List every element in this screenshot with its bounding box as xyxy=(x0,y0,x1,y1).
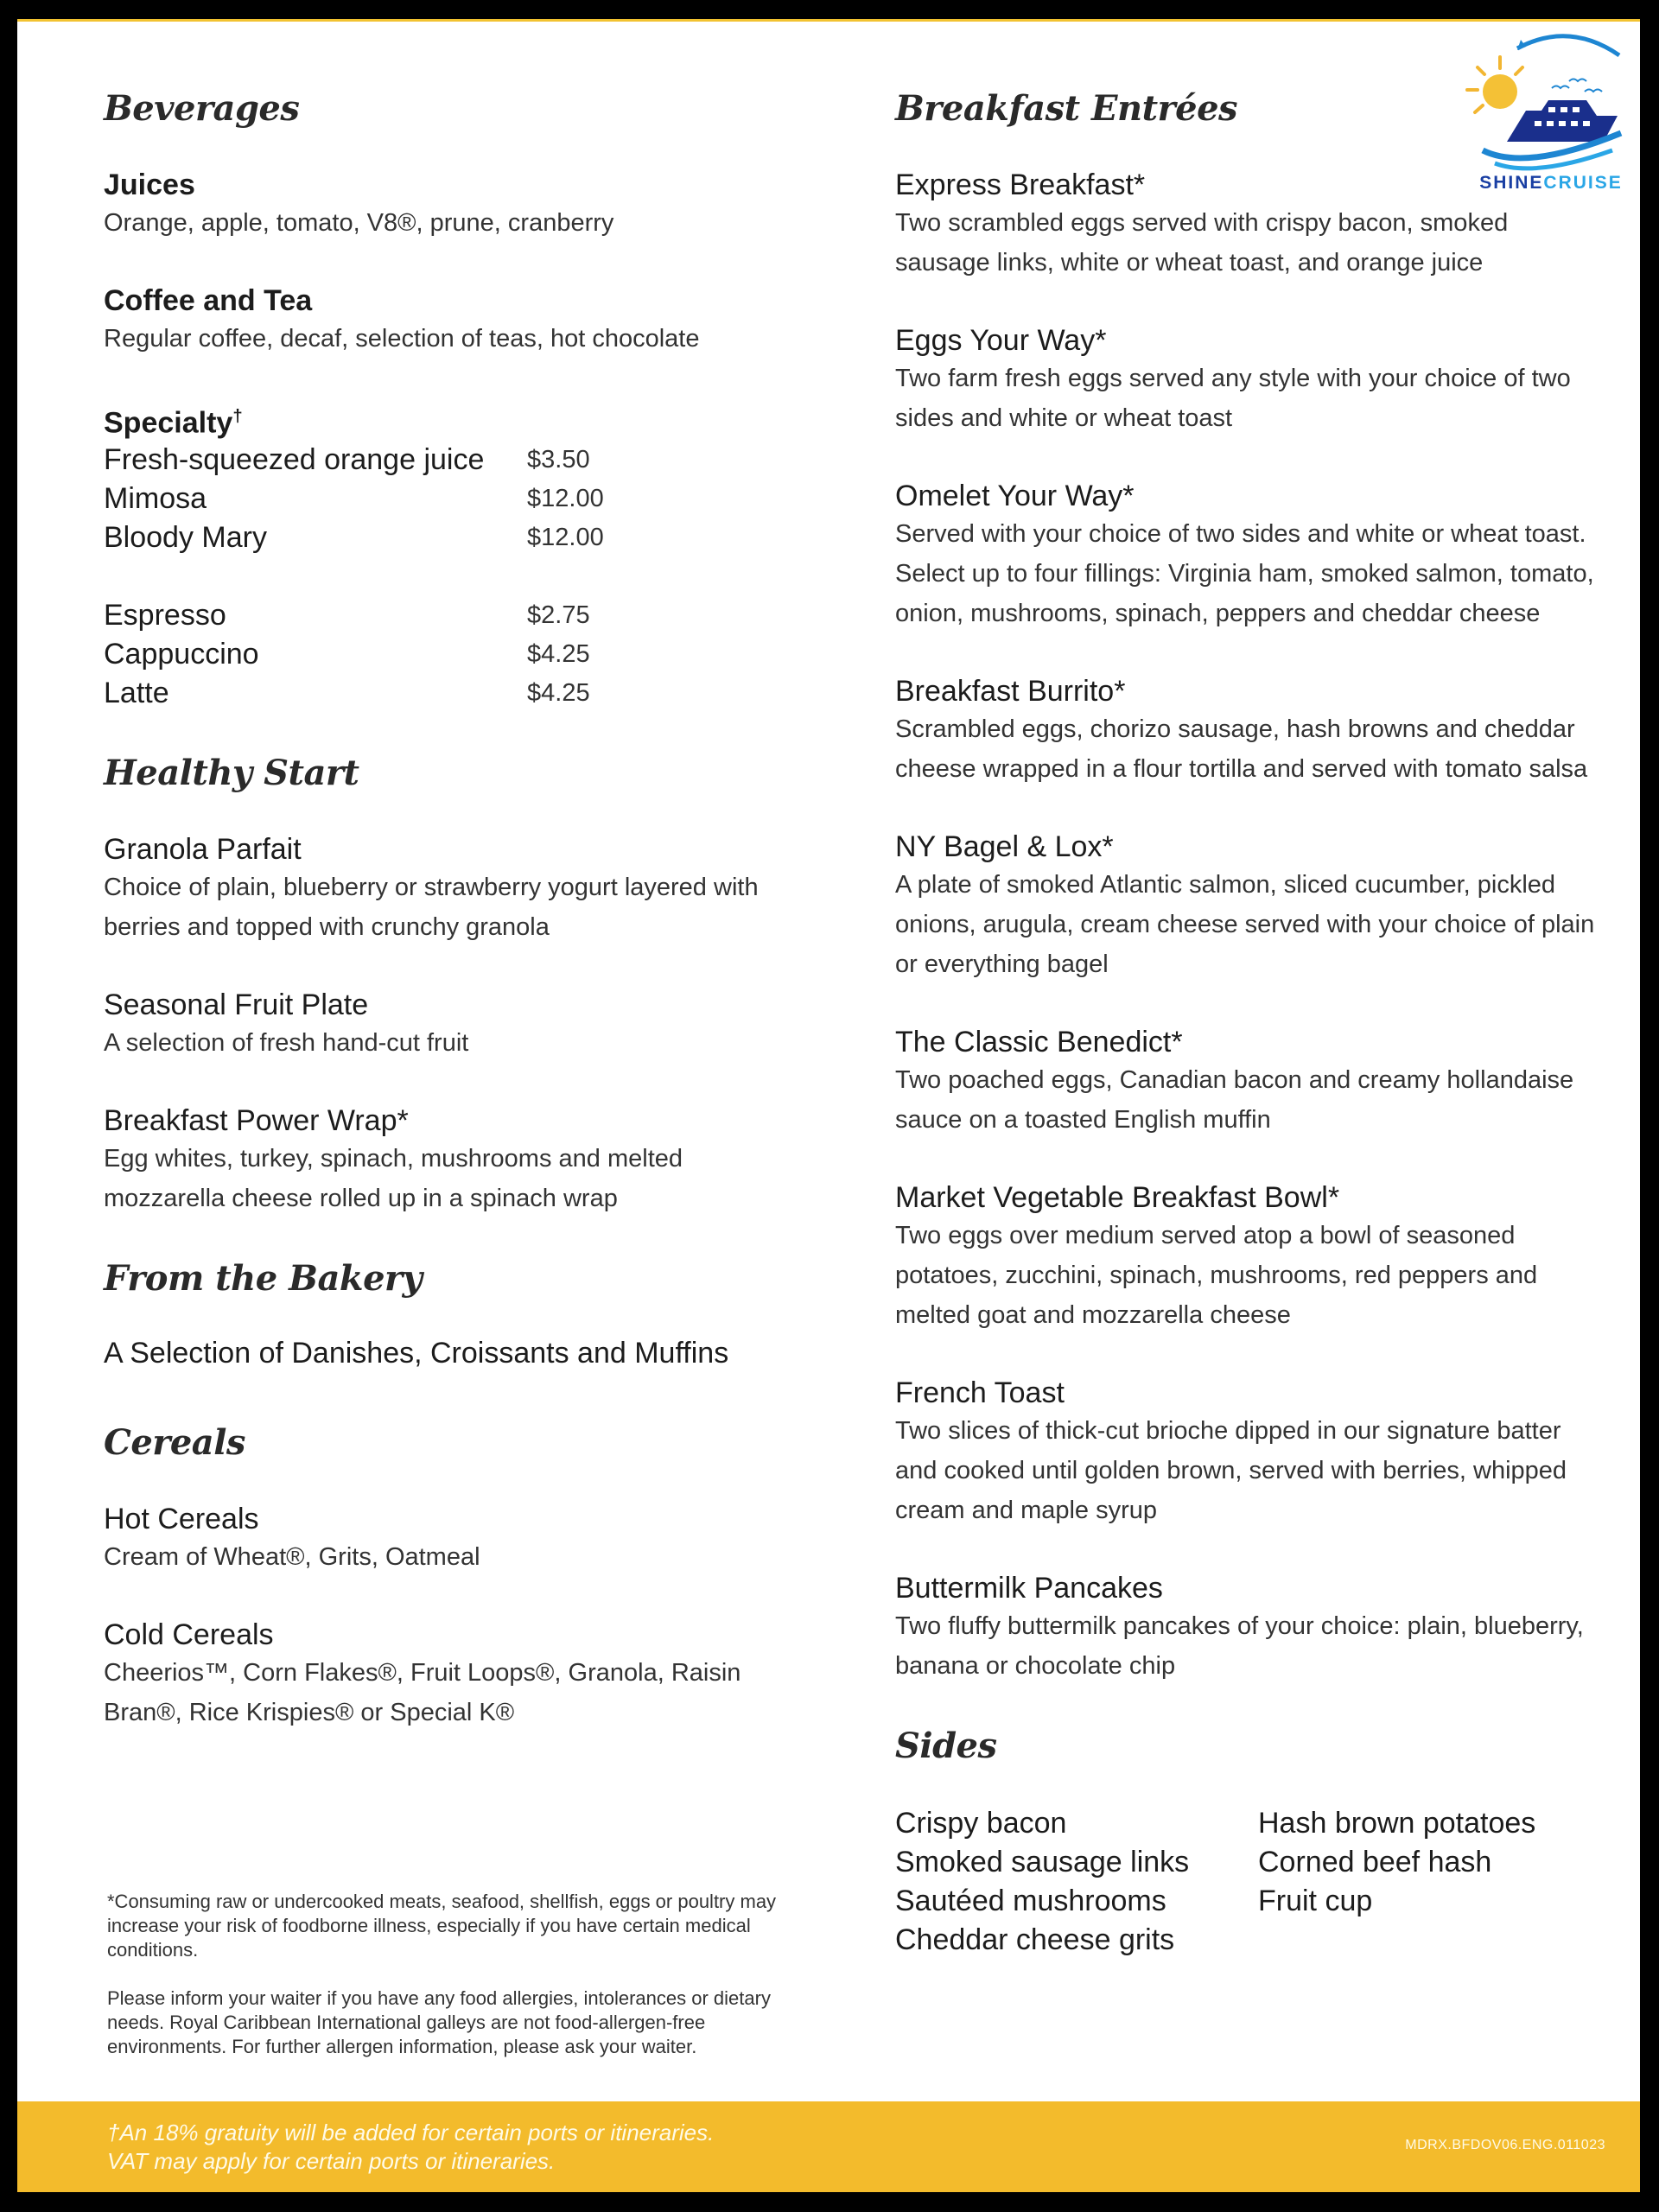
menu-item xyxy=(104,1103,795,1218)
side-item: Cheddar cheese grits xyxy=(895,1923,1175,1956)
footnotes xyxy=(107,1890,781,2083)
top-accent-line xyxy=(17,19,1640,22)
menu-item xyxy=(895,1570,1604,1686)
section-title-cereals: Cereals xyxy=(104,1422,245,1464)
menu-item xyxy=(104,1617,795,1732)
item-name: Specialty† xyxy=(104,406,243,440)
item-name: Seasonal Fruit Plate xyxy=(104,988,369,1022)
item-name: Breakfast Burrito* xyxy=(895,675,1126,708)
menu-item xyxy=(895,673,1604,789)
item-name: Hot Cereals xyxy=(104,1503,259,1536)
menu-page xyxy=(17,19,1640,2192)
item-desc: Two eggs over medium served atop a bowl of seasoned potatoes, zucchini, spinach, mushrooms, red peppers and melted goat and mozzarella cheese xyxy=(895,1222,1538,1329)
side-item: Sautéed mushrooms xyxy=(895,1885,1166,1917)
bakery-text: A Selection of Danishes, Croissants and Muffins xyxy=(104,1337,729,1370)
menu-item xyxy=(895,1179,1604,1335)
menu-item xyxy=(104,283,795,359)
brand-name: SHINECRUISE xyxy=(1479,173,1623,193)
side-item: Fruit cup xyxy=(1258,1885,1373,1917)
item-name: French Toast xyxy=(895,1376,1065,1409)
item-name: Coffee and Tea xyxy=(104,284,313,317)
item-desc: Two fluffy buttermilk pancakes of your choice: plain, blueberry, banana or chocolate chip xyxy=(895,1612,1584,1680)
menu-item xyxy=(895,829,1604,984)
specialty-block xyxy=(104,398,795,713)
item-name: Market Vegetable Breakfast Bowl* xyxy=(895,1181,1340,1214)
menu-item xyxy=(104,1501,795,1577)
item-name: NY Bagel & Lox* xyxy=(895,830,1114,863)
item-desc: Cheerios™, Corn Flakes®, Fruit Loops®, Granola, Raisin Bran®, Rice Krispies® or Special K® xyxy=(104,1659,741,1727)
right-column xyxy=(895,88,1604,1960)
price-row: Cappuccino $4.25 xyxy=(104,638,590,671)
item-desc: Two farm fresh eggs served any style with your choice of two sides and white or wheat toast xyxy=(895,365,1571,432)
raw-food-warning: *Consuming raw or undercooked meats, seafood, shellfish, eggs or poultry may increase your risk of foodborne illness, especially if you have certain medical conditions. xyxy=(107,1891,777,1961)
price-row: Espresso $2.75 xyxy=(104,599,590,632)
menu-item xyxy=(895,1024,1604,1140)
footer-bar xyxy=(17,2101,1640,2192)
price-row: Latte $4.25 xyxy=(104,677,590,710)
section-title-sides: Sides xyxy=(895,1726,997,1766)
side-item: Smoked sausage links xyxy=(895,1846,1190,1878)
side-item: Hash brown potatoes xyxy=(1258,1807,1536,1840)
menu-item xyxy=(104,167,795,243)
section-title-bakery: From the Bakery xyxy=(104,1258,423,1300)
item-name: Express Breakfast* xyxy=(895,168,1146,201)
item-desc: Regular coffee, decaf, selection of teas, hot chocolate xyxy=(104,325,700,353)
menu-item xyxy=(104,987,795,1063)
item-name: The Classic Benedict* xyxy=(895,1026,1183,1058)
allergy-note: Please inform your waiter if you have any food allergies, intolerances or dietary needs. Royal Caribbean International galleys are not food-allergen-free environments. For further allergen information, please ask your waiter. xyxy=(107,1987,771,2057)
item-desc: Orange, apple, tomato, V8®, prune, cranberry xyxy=(104,209,614,237)
gratuity-note: †An 18% gratuity will be added for certain ports or itineraries. VAT may apply for certain ports or itineraries. xyxy=(107,2120,715,2174)
item-name: Cold Cereals xyxy=(104,1618,274,1652)
section-title-beverages: Beverages xyxy=(104,88,300,129)
price-row: Mimosa $12.00 xyxy=(104,482,604,516)
item-desc: Two slices of thick-cut brioche dipped in our signature batter and cooked until golden brown, served with berries, whipped cream and maple syrup xyxy=(895,1417,1567,1524)
menu-item xyxy=(104,831,795,947)
side-item: Crispy bacon xyxy=(895,1807,1067,1840)
item-desc: Two poached eggs, Canadian bacon and creamy hollandaise sauce on a toasted English muffin xyxy=(895,1066,1574,1134)
item-name: Breakfast Power Wrap* xyxy=(104,1104,409,1138)
item-desc: Choice of plain, blueberry or strawberry yogurt layered with berries and topped with crunchy granola xyxy=(104,874,759,942)
menu-item xyxy=(895,167,1604,283)
section-title-entrees: Breakfast Entrées xyxy=(895,88,1238,129)
menu-code: MDRX.BFDOV06.ENG.011023 xyxy=(1405,2138,1605,2152)
item-desc: Served with your choice of two sides and white or wheat toast. Select up to four fillings: Virginia ham, smoked salmon, tomato, onion, mushrooms, spinach, peppers and cheddar cheese xyxy=(895,520,1594,627)
item-desc: Egg whites, turkey, spinach, mushrooms and melted mozzarella cheese rolled up in a spinach wrap xyxy=(104,1145,683,1213)
menu-item xyxy=(895,478,1604,633)
price-row: Fresh-squeezed orange juice $3.50 xyxy=(104,443,590,477)
specialty-price-list xyxy=(104,441,639,713)
section-title-healthy-start: Healthy Start xyxy=(104,753,359,794)
item-desc: Two scrambled eggs served with crispy bacon, smoked sausage links, white or wheat toast, and orange juice xyxy=(895,209,1509,276)
menu-item xyxy=(895,1375,1604,1530)
left-column xyxy=(104,88,795,1772)
item-name: Granola Parfait xyxy=(104,833,302,867)
item-desc: A plate of smoked Atlantic salmon, sliced cucumber, pickled onions, arugula, cream cheese served with your choice of plain or everything bagel xyxy=(895,871,1595,978)
item-desc: A selection of fresh hand-cut fruit xyxy=(104,1029,469,1058)
side-item: Corned beef hash xyxy=(1258,1846,1492,1878)
item-desc: Scrambled eggs, chorizo sausage, hash browns and cheddar cheese wrapped in a flour tortilla and served with tomato salsa xyxy=(895,715,1588,783)
item-desc: Cream of Wheat®, Grits, Oatmeal xyxy=(104,1543,480,1572)
sides-list xyxy=(895,1804,1604,1960)
item-name: Omelet Your Way* xyxy=(895,480,1135,512)
item-name: Buttermilk Pancakes xyxy=(895,1572,1163,1605)
item-name: Juices xyxy=(104,168,195,201)
menu-item xyxy=(895,322,1604,438)
price-row: Bloody Mary $12.00 xyxy=(104,521,604,555)
item-name: Eggs Your Way* xyxy=(895,324,1107,357)
